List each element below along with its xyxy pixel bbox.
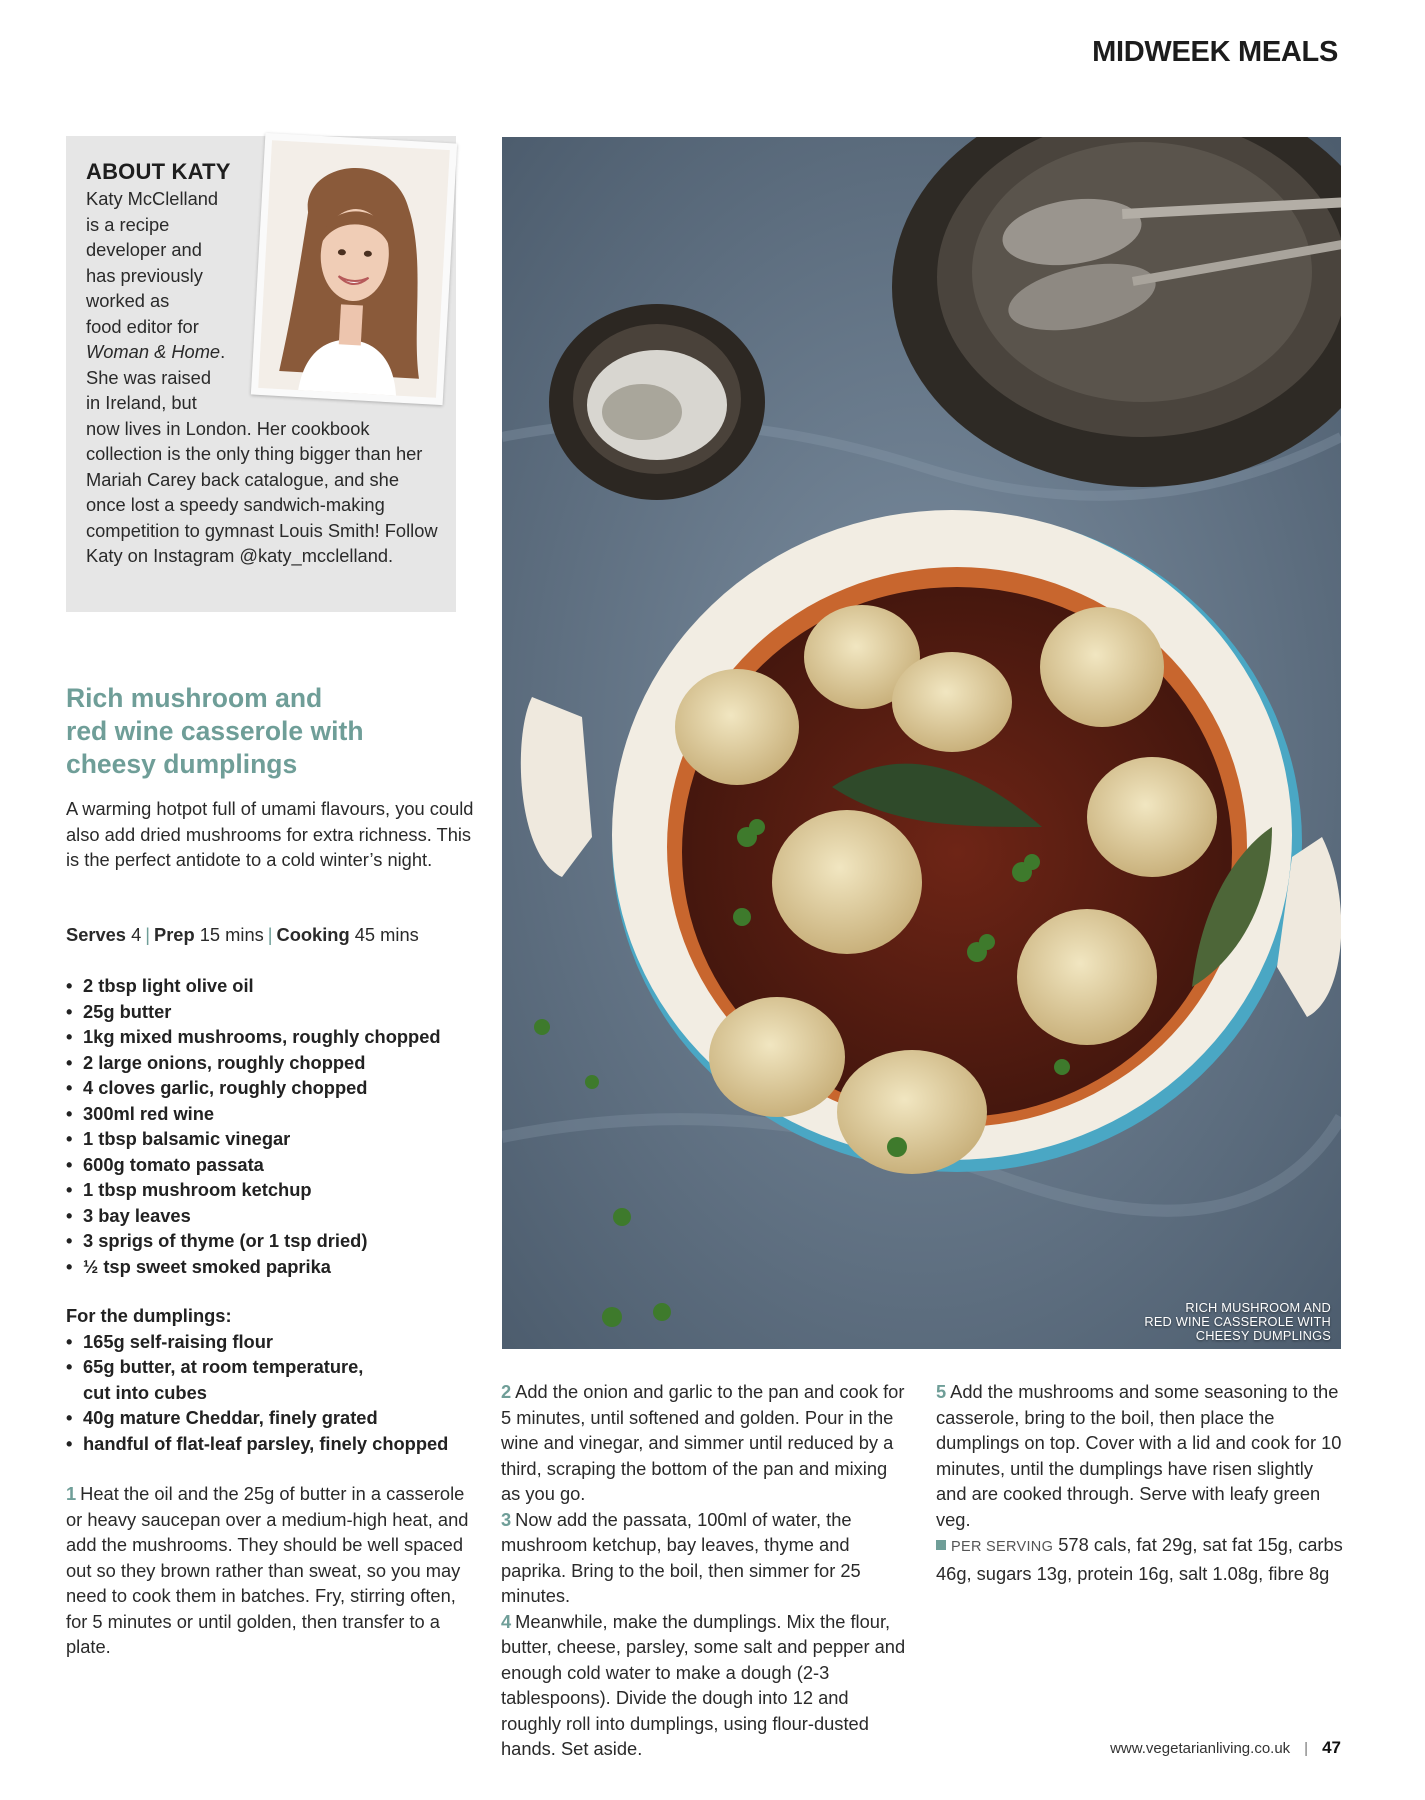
- magazine-name: Woman & Home: [86, 341, 221, 362]
- ingredient-item: • 3 sprigs of thyme (or 1 tsp dried): [66, 1228, 478, 1254]
- ingredient-item: • 1kg mixed mushrooms, roughly chopped: [66, 1024, 478, 1050]
- method-step: 2 Add the onion and garlic to the pan and cook for 5 minutes, until softened and golden. Pour in the wine and vinegar, and simmer until reduced by a third, scraping the bottom of the pan and mixing as you go.: [501, 1381, 905, 1504]
- ingredient-item: • 600g tomato passata: [66, 1152, 478, 1178]
- about-line: worked as: [86, 290, 170, 311]
- method-step: 1 Heat the oil and the 25g of butter in a casserole or heavy saucepan over a medium-high heat, and add the mushrooms. They should be well spaced out so they brown rather than sweat, so you may need to cook them in batches. Fry, stirring often, for 5 minutes or until golden, then transfer to a plate.: [66, 1483, 469, 1657]
- about-line: developer and: [86, 239, 202, 260]
- casserole-illustration: [502, 137, 1341, 1349]
- method-column-3: [936, 1379, 1346, 1586]
- section-title: MIDWEEK MEALS: [1092, 36, 1338, 68]
- dumplings-heading: For the dumplings:: [66, 1305, 232, 1326]
- about-line: food editor for: [86, 315, 199, 337]
- recipe-title: Rich mushroom and red wine casserole with cheesy dumplings: [66, 683, 364, 779]
- method-column-2: [501, 1379, 911, 1762]
- dumpling-ingredient: • 65g butter, at room temperature, cut into cubes: [66, 1354, 383, 1405]
- ingredient-item: • 3 bay leaves: [66, 1203, 478, 1229]
- dumplings-list: [66, 1329, 449, 1457]
- recipe-photo: [502, 137, 1341, 1349]
- about-line: She was raised: [86, 366, 211, 388]
- recipe-timing: Serves 4 | Prep 15 mins | Cooking 45 mins: [66, 924, 419, 945]
- about-line: Katy McClelland: [86, 188, 219, 209]
- footer-url[interactable]: www.vegetarianliving.co.uk: [1110, 1740, 1291, 1757]
- dumpling-ingredient: • 40g mature Cheddar, finely grated: [66, 1405, 396, 1431]
- dumpling-ingredient: • 165g self-raising flour: [66, 1329, 396, 1355]
- method-column-1: [66, 1481, 478, 1660]
- about-line: in Ireland, but: [86, 392, 197, 413]
- nutrition-marker-icon: [936, 1540, 946, 1550]
- about-line: has previously: [86, 264, 203, 286]
- about-line: is a recipe: [86, 213, 170, 235]
- about-heading: ABOUT KATY: [86, 159, 231, 184]
- ingredient-item: • 300ml red wine: [66, 1101, 478, 1127]
- ingredient-item: • 2 large onions, roughly chopped: [66, 1050, 478, 1076]
- ingredient-item: • ½ tsp sweet smoked paprika: [66, 1254, 478, 1280]
- about-rest: now lives in London. Her cookbook collection is the only thing bigger than her Mariah Carey back catalogue, and she once lost a speedy sandwich-making competition to gymnast Louis Smith! Follow Katy on Instagram @katy_mcclelland.: [86, 417, 438, 566]
- about-line: Woman & Home.: [86, 341, 226, 362]
- ingredient-item: • 1 tbsp balsamic vinegar: [66, 1126, 478, 1152]
- ingredient-item: • 4 cloves garlic, roughly chopped: [66, 1075, 478, 1101]
- nutrition-info: PER SERVING 578 cals, fat 29g, sat fat 15g, carbs 46g, sugars 13g, protein 16g, salt 1.08g, fibre 8g: [936, 1534, 1343, 1584]
- page-number: 47: [1322, 1738, 1341, 1757]
- ingredient-item: • 25g butter: [66, 999, 478, 1025]
- photo-caption: RICH MUSHROOM AND RED WINE CASSEROLE WITH CHEESY DUMPLINGS: [1144, 1300, 1331, 1343]
- method-step: 4 Meanwhile, make the dumplings. Mix the flour, butter, cheese, parsley, some salt and pepper and enough cold water to make a dough (2-3 tablespoons). Divide the dough into 12 and roughly roll into dumplings, using flour-dusted hands. Set aside.: [501, 1610, 906, 1759]
- method-step: 3 Now add the passata, 100ml of water, the mushroom ketchup, bay leaves, thyme and paprika. Bring to the boil, then simmer for 25 minutes.: [501, 1508, 861, 1606]
- method-step: 5 Add the mushrooms and some seasoning to the casserole, bring to the boil, then place the dumplings on top. Cover with a lid and cook for 10 minutes, until the dumplings have risen slightly and are cooked through. Serve with leafy green veg.: [936, 1381, 1342, 1530]
- ingredients-list: [66, 973, 478, 1279]
- page-footer: www.vegetarianliving.co.uk | 47: [1110, 1738, 1341, 1757]
- dumpling-ingredient: • handful of flat-leaf parsley, finely chopped: [66, 1431, 483, 1457]
- ingredient-item: • 1 tbsp mushroom ketchup: [66, 1177, 478, 1203]
- about-text: [86, 158, 448, 569]
- ingredient-item: • 2 tbsp light olive oil: [66, 973, 478, 999]
- recipe-intro: A warming hotpot full of umami flavours, you could also add dried mushrooms for extra richness. This is the perfect antidote to a cold winter’s night.: [66, 798, 474, 870]
